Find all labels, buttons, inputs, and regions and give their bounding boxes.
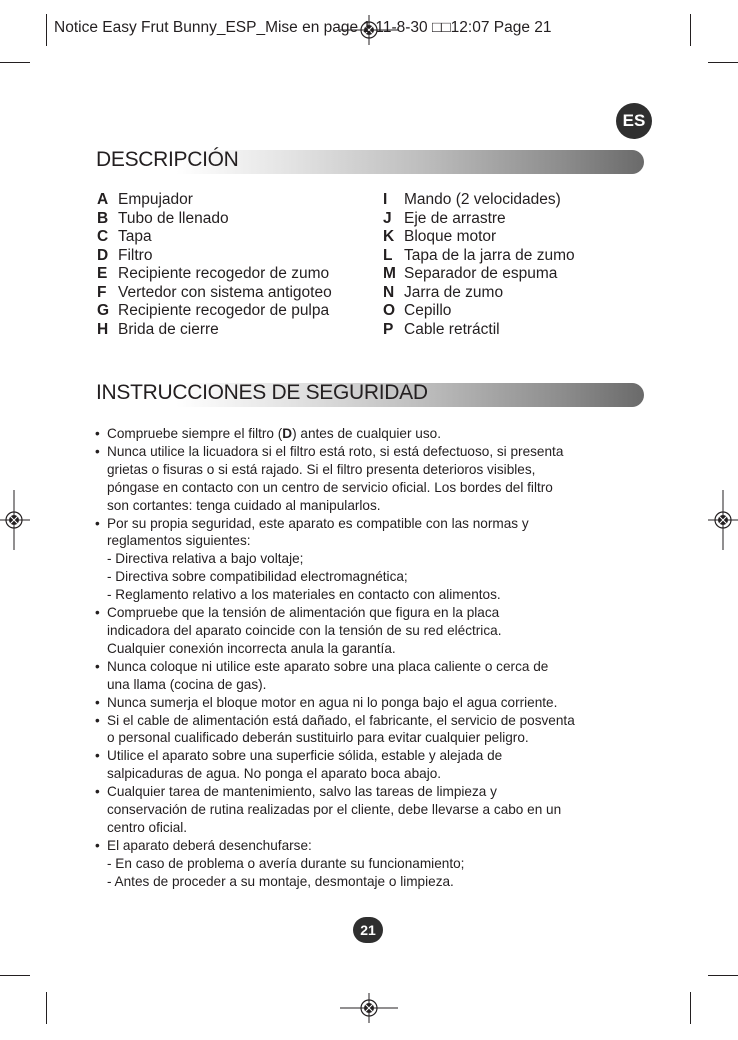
item-line: Si el cable de alimentación está dañado, el fabricante, el servicio de posventa	[107, 712, 575, 728]
bullet: •	[95, 605, 100, 621]
part-name: Bloque motor	[404, 228, 497, 245]
part-letter: P	[383, 320, 394, 338]
bullet: •	[95, 443, 100, 459]
part-name: Jarra de zumo	[404, 283, 504, 301]
bullet: •	[95, 712, 100, 728]
bullet: •	[95, 694, 100, 710]
item-line: una llama (cocina de gas).	[107, 676, 267, 692]
item-text: ) antes de cualquier uso.	[292, 426, 441, 441]
list-item	[95, 837, 655, 891]
part-name: Separador de espuma	[404, 265, 558, 282]
list-item	[97, 228, 332, 247]
part-name: Empujador	[118, 191, 193, 208]
list-item	[97, 265, 332, 284]
part-name: Recipiente recogedor de pulpa	[118, 302, 330, 319]
item-line: reglamentos siguientes:	[107, 533, 251, 549]
item-line: El aparato deberá desenchufarse:	[107, 837, 312, 853]
item-line: indicadora del aparato coincide con la tensión de su red eléctrica.	[107, 622, 502, 638]
item-line: - Reglamento relativo a los materiales en contacto con alimentos.	[107, 587, 501, 603]
item-line: Nunca coloque ni utilice este aparato sobre una placa caliente o cerca de	[107, 658, 549, 674]
part-letter: M	[383, 265, 396, 282]
list-item	[97, 210, 332, 229]
part-letter: N	[383, 283, 395, 301]
bullet: •	[95, 748, 100, 764]
list-item	[95, 425, 655, 443]
item-line: Por su propia seguridad, este aparato es compatible con las normas y	[107, 515, 529, 531]
list-item	[97, 302, 332, 321]
bullet: •	[95, 658, 100, 674]
part-letter: F	[97, 283, 107, 301]
part-letter: D	[97, 246, 109, 264]
item-text-bold: D	[282, 426, 293, 441]
section-title-seguridad: INSTRUCCIONES DE SEGURIDAD	[96, 381, 428, 404]
item-line: - En caso de problema o avería durante su funcionamiento;	[107, 855, 465, 871]
language-badge: ES	[616, 103, 652, 139]
crop-mark	[46, 14, 47, 46]
item-line: - Directiva sobre compatibilidad electromagnética;	[107, 569, 408, 585]
item-line: Cualquier conexión incorrecta anula la garantía.	[107, 640, 396, 656]
part-letter: H	[97, 320, 109, 338]
item-line: Cualquier tarea de mantenimiento, salvo las tareas de limpieza y	[107, 784, 497, 800]
bullet: •	[95, 515, 100, 531]
part-name: Tapa	[118, 228, 152, 245]
item-line: conservación de rutina realizadas por el cliente, debe llevarse a cabo en un	[107, 802, 562, 818]
registration-mark-icon	[340, 993, 398, 1023]
list-item	[95, 515, 655, 605]
item-line: - Antes de proceder a su montaje, desmontaje o limpieza.	[107, 873, 454, 889]
part-letter: L	[383, 246, 393, 264]
part-name: Tubo de llenado	[118, 209, 229, 227]
item-line: póngase en contacto con un centro de servicio oficial. Los bordes del filtro	[107, 479, 553, 495]
item-line: salpicaduras de agua. No ponga el aparato boca abajo.	[107, 766, 442, 782]
crop-mark	[708, 975, 738, 976]
item-line: o personal cualificado deberán sustituirlo para evitar cualquier peligro.	[107, 730, 529, 746]
part-letter: B	[97, 209, 109, 227]
list-item	[97, 321, 332, 340]
list-item	[383, 191, 575, 210]
list-item	[383, 284, 575, 303]
list-item	[97, 191, 332, 210]
list-item	[383, 210, 575, 229]
list-item	[383, 321, 575, 340]
crop-mark	[708, 62, 738, 63]
item-line: grietas o fisuras o si está rajado. Si el filtro presenta deterioros visibles,	[107, 461, 536, 477]
item-line: centro oficial.	[107, 819, 188, 835]
list-item	[383, 247, 575, 266]
crop-mark	[690, 992, 691, 1024]
part-name: Vertedor con sistema antigoteo	[118, 283, 332, 301]
bullet: •	[95, 837, 100, 853]
part-letter: C	[97, 228, 109, 245]
crop-mark	[0, 62, 30, 63]
registration-mark-icon	[708, 490, 738, 550]
part-name: Cable retráctil	[404, 320, 500, 338]
part-name: Recipiente recogedor de zumo	[118, 265, 330, 282]
parts-list-left	[97, 191, 332, 339]
part-letter: O	[383, 302, 396, 319]
part-letter: A	[97, 191, 109, 208]
part-letter: G	[97, 302, 110, 319]
page-number: 21	[353, 917, 383, 943]
list-item	[95, 604, 655, 658]
parts-list-right	[383, 191, 575, 339]
crop-mark	[690, 14, 691, 46]
list-item	[95, 783, 655, 837]
list-item	[95, 443, 655, 515]
part-letter: K	[383, 228, 395, 245]
safety-list	[95, 425, 655, 891]
registration-mark-icon	[0, 490, 30, 550]
list-item	[95, 747, 655, 783]
bullet: •	[95, 426, 100, 441]
part-name: Mando (2 velocidades)	[404, 191, 561, 208]
part-name: Cepillo	[404, 302, 452, 319]
part-letter: J	[383, 209, 392, 227]
crop-mark	[0, 975, 30, 976]
print-slug: Notice Easy Frut Bunny_ESP_Mise en page 1 11-8-30 □□12:07 Page 21	[54, 19, 552, 36]
item-line: Nunca sumerja el bloque motor en agua ni lo ponga bajo el agua corriente.	[107, 694, 558, 710]
part-letter: E	[97, 265, 108, 282]
part-letter: I	[383, 191, 388, 208]
item-line: Compruebe que la tensión de alimentación que figura en la placa	[107, 605, 500, 621]
item-line: Utilice el aparato sobre una superficie sólida, estable y alejada de	[107, 748, 503, 764]
section-title-descripcion: DESCRIPCIÓN	[96, 148, 239, 171]
item-text: Compruebe siempre el filtro (	[107, 426, 283, 441]
list-item	[97, 284, 332, 303]
bullet: •	[95, 784, 100, 800]
part-name: Tapa de la jarra de zumo	[404, 246, 575, 264]
item-line: Nunca utilice la licuadora si el filtro está roto, si está defectuoso, si presenta	[107, 443, 564, 459]
list-item	[383, 228, 575, 247]
list-item	[95, 694, 655, 712]
item-line: - Directiva relativa a bajo voltaje;	[107, 551, 304, 567]
part-name: Eje de arrastre	[404, 209, 506, 227]
list-item	[95, 712, 655, 748]
list-item	[383, 302, 575, 321]
part-name: Brida de cierre	[118, 320, 219, 338]
item-line: son cortantes: tenga cuidado al manipularlos.	[107, 497, 381, 513]
list-item	[97, 247, 332, 266]
part-name: Filtro	[118, 246, 153, 264]
list-item	[383, 265, 575, 284]
list-item	[95, 658, 655, 694]
crop-mark	[46, 992, 47, 1024]
